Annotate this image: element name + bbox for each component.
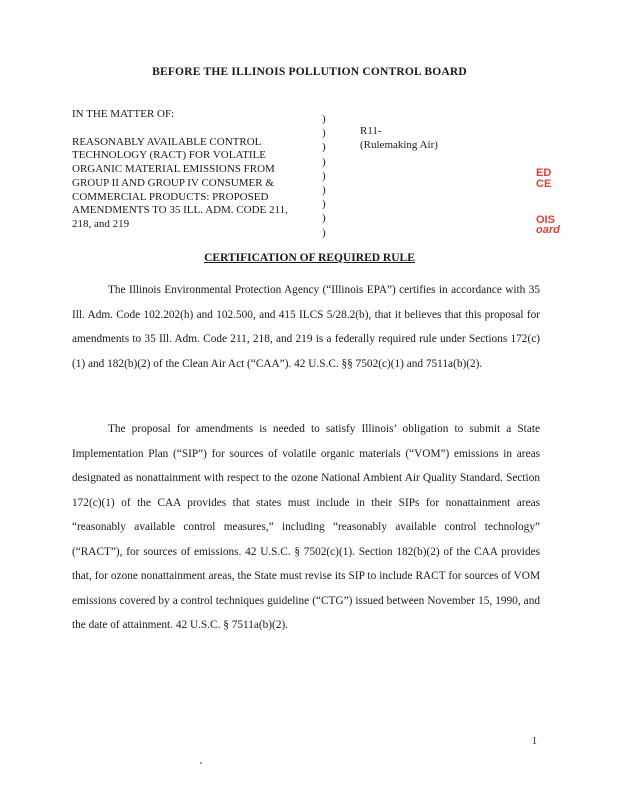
paren: ) xyxy=(322,198,326,211)
document-heading: BEFORE THE ILLINOIS POLLUTION CONTROL BOARD xyxy=(152,66,467,78)
matter-line: AMENDMENTS TO 35 ILL. ADM. CODE 211, xyxy=(72,204,288,217)
page-number: 1 xyxy=(532,736,537,747)
in-the-matter-label: IN THE MATTER OF: xyxy=(72,108,175,120)
docket-type: (Rulemaking Air) xyxy=(360,139,438,151)
docket-info xyxy=(360,124,438,152)
paren: ) xyxy=(322,155,326,168)
clerk-received-stamp xyxy=(536,166,596,237)
certification-title: CERTIFICATION OF REQUIRED RULE xyxy=(204,252,415,264)
stamp-line: CE xyxy=(536,178,552,190)
paren: ) xyxy=(322,226,326,239)
scan-speck xyxy=(200,762,202,764)
matter-line: COMMERCIAL PRODUCTS: PROPOSED xyxy=(72,190,269,203)
matter-line: TECHNOLOGY (RACT) FOR VOLATILE xyxy=(72,149,267,162)
paragraph-2 xyxy=(72,417,540,638)
paren: ) xyxy=(322,212,326,225)
stamp-line: oard xyxy=(536,224,560,236)
paren: ) xyxy=(322,127,326,140)
case-caption xyxy=(72,108,312,232)
paren: ) xyxy=(322,169,326,182)
docket-number: R11- xyxy=(360,125,382,137)
matter-line: GROUP II AND GROUP IV CONSUMER & xyxy=(72,176,274,189)
caption-parentheses xyxy=(322,112,332,240)
stamp-line: ED xyxy=(536,167,552,179)
matter-line: REASONABLY AVAILABLE CONTROL xyxy=(72,135,262,148)
paragraph-1-text: The Illinois Environmental Protection Agency (“Illinois EPA”) certifies in accordance with 35 Ill. Adm. Code 102.202(h) and 102.500, and 415 ILCS 5/28.2(b), that it believes that this proposal for amendments to 35 Ill. Adm. Code 211, 218, and 219 is a federally required rule under Sections 172(c)(1) and 182(b)(2) of the Clean Air Act (“CAA”). 42 U.S.C. §§ 7502(c)(1) and 7511a(b)(2). xyxy=(72,284,540,370)
paren: ) xyxy=(322,184,326,197)
paren: ) xyxy=(322,113,326,125)
paragraph-2-text: The proposal for amendments is needed to satisfy Illinois’ obligation to submit a State Implementation Plan (“SIP”) for sources of volatile organic materials (“VOM”) emissions in areas designated as nonattainment with respect to the ozone National Ambient Air Quality Standard. Section 172(c)(1) of the CAA provides that states must include in their SIPs for nonattainment areas “reasonably available control measures,” including “reasonably available control technology” (“RACT”), for sources of emissions. 42 U.S.C. § 7502(c)(1). Section 182(b)(2) of the CAA provides that, for ozone nonattainment areas, the State must revise its SIP to include RACT for sources of VOM emissions covered by a control techniques guideline (“CTG”) issued between November 15, 1990, and the date of attainment. 42 U.S.C. § 7511a(b)(2). xyxy=(72,423,540,631)
paragraph-1 xyxy=(72,278,540,376)
matter-line: 218, and 219 xyxy=(72,217,130,230)
stamp-line: OIS xyxy=(536,214,555,226)
matter-line: ORGANIC MATERIAL EMISSIONS FROM xyxy=(72,163,275,176)
paren: ) xyxy=(322,141,326,154)
